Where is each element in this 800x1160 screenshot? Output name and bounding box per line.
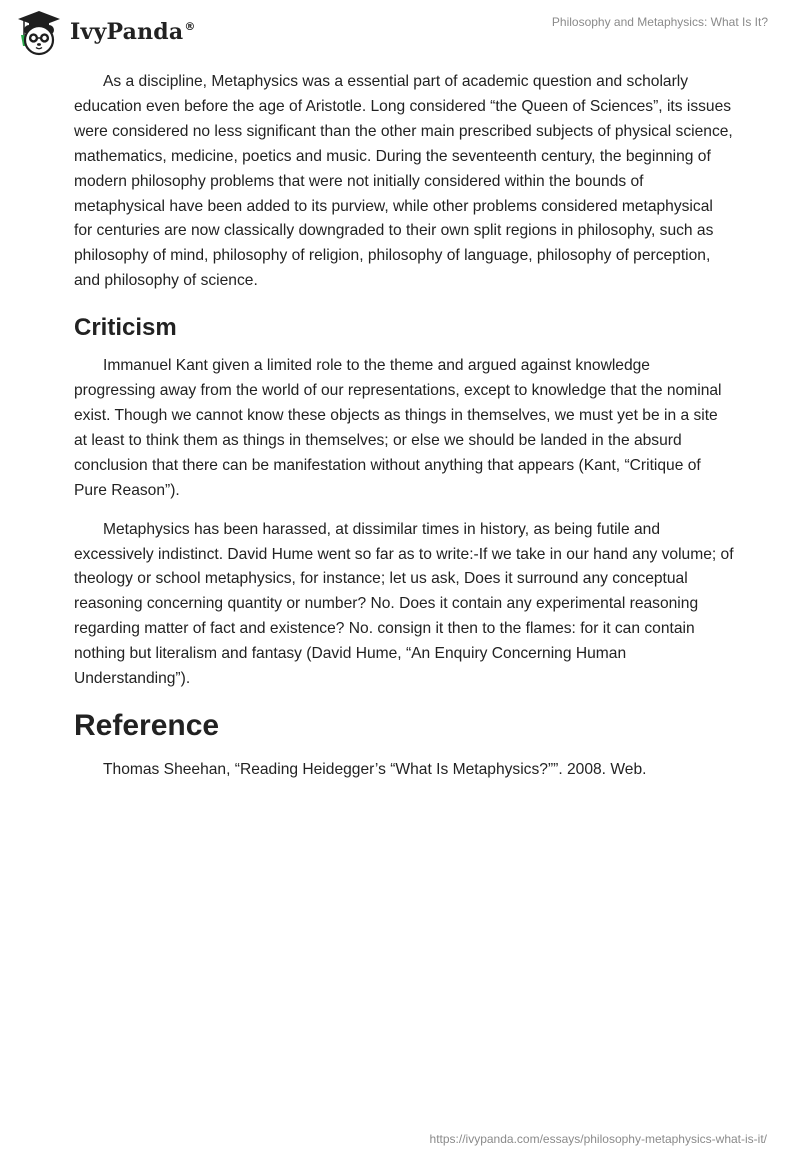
page-header bbox=[0, 0, 800, 60]
registered-mark: ® bbox=[184, 20, 196, 33]
reference-heading: Reference bbox=[74, 708, 220, 742]
criticism-heading: Criticism bbox=[74, 314, 177, 342]
source-url[interactable]: https://ivypanda.com/essays/philosophy-metaphysics-what-is-it/ bbox=[429, 1132, 767, 1146]
essay-body bbox=[74, 70, 734, 797]
brand-name: IvyPanda® bbox=[70, 19, 196, 45]
panda-graduate-icon bbox=[14, 8, 64, 58]
intro-paragraph: As a discipline, Metaphysics was a essential part of academic question and scholarly education even before the age of Aristotle. Long considered “the Queen of Sciences”, its issues were considered no less significant than the other main prescribed subjects of physical science, mathematics, medicine, poetics and music. During the seventeenth century, the beginning of modern philosophy problems that were not initially considered within the bounds of metaphysical have been added to its purview, while other problems considered metaphysical for centuries are now classically downgraded to their own split regions in philosophy, such as philosophy of mind, philosophy of religion, philosophy of language, philosophy of perception, and philosophy of science. bbox=[74, 73, 733, 290]
criticism-paragraph-2: Metaphysics has been harassed, at dissimilar times in history, as being futile and excessively indistinct. David Hume went so far as to write:-If we take in our hand any volume; of theology or school metaphysics, for instance; let us ask, Does it surround any conceptual reasoning concerning quantity or number? No. Does it contain any experimental reasoning regarding matter of fact and existence? No. consign it then to the flames: for it can contain nothing but literalism and fantasy (David Hume, “An Enquiry Concerning Human Understanding”). bbox=[74, 520, 734, 688]
reference-entry: Thomas Sheehan, “Reading Heidegger’s “What Is Metaphysics?””. 2008. Web. bbox=[103, 760, 647, 778]
criticism-paragraph-1: Immanuel Kant given a limited role to the theme and argued against knowledge progressing away from the world of our representations, except to knowledge that the nominal exist. Though we cannot know these objects as things in themselves, we must yet be in a site at least to think them as things in themselves; or else we should be landed in the absurd conclusion that there can be manifestation without anything that appears (Kant, “Critique of Pure Reason”). bbox=[74, 357, 722, 499]
brand-logo[interactable] bbox=[14, 8, 196, 58]
running-title: Philosophy and Metaphysics: What Is It? bbox=[551, 15, 768, 29]
